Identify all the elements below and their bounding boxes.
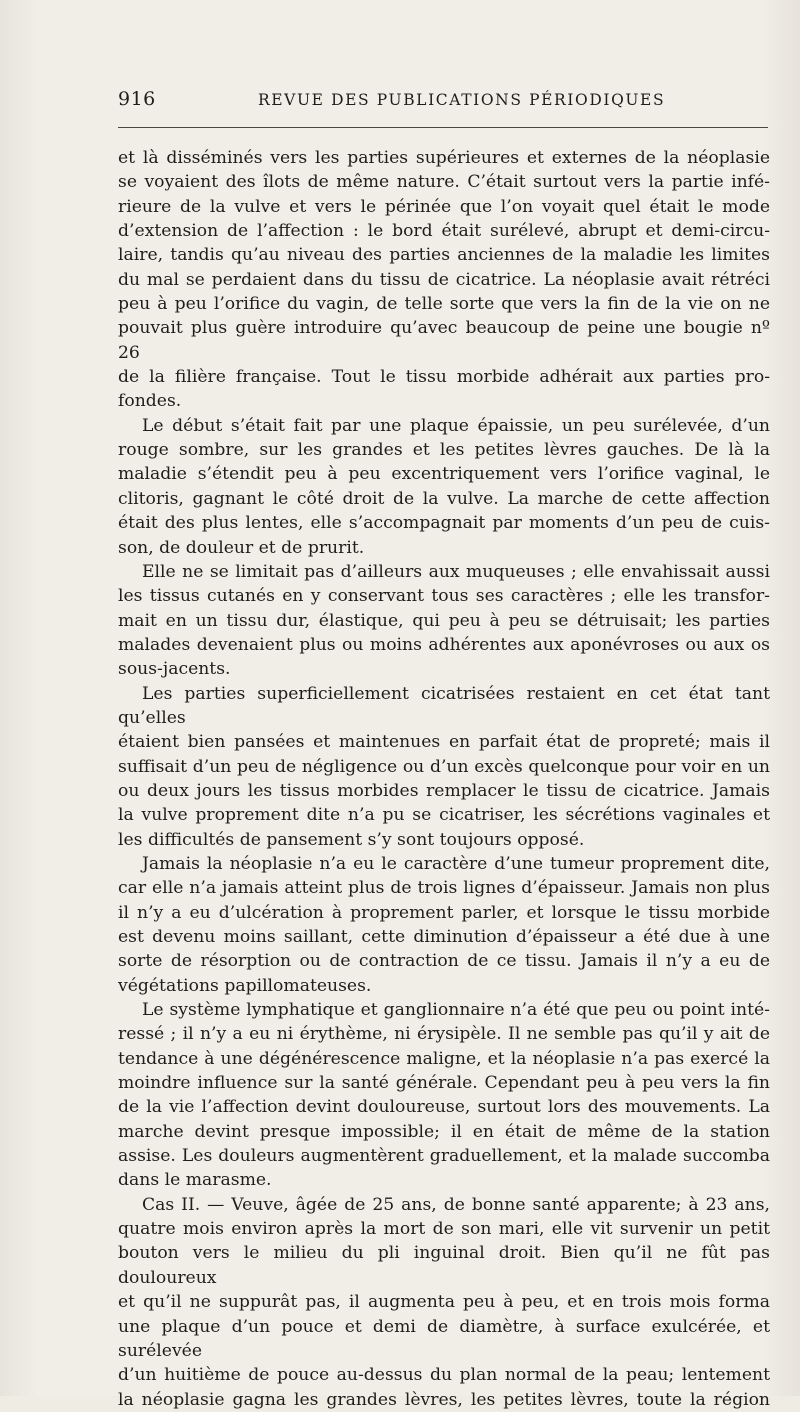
text-line: ou deux jours les tissus morbides remplacer le tissu de cicatrice. Jamais xyxy=(118,780,770,801)
text-line: malades devenaient plus ou moins adhérentes aux aponévroses ou aux os xyxy=(118,634,770,655)
text-line: ressé ; il n’y a eu ni érythème, ni érysipèle. Il ne semble pas qu’il y ait de xyxy=(118,1024,770,1045)
header-rule xyxy=(118,127,768,128)
text-line: quatre mois environ après la mort de son mari, elle vit survenir un petit xyxy=(118,1219,770,1240)
text-line: les tissus cutanés en y conservant tous ses caractères ; elle les transfor- xyxy=(118,586,770,607)
text-line: rieure de la vulve et vers le périnée que l’on voyait quel était le mode xyxy=(118,196,770,217)
text-line: sorte de résorption ou de contraction de ce tissu. Jamais il n’y a eu de xyxy=(118,951,770,972)
text-line: les difficultés de pansement s’y sont toujours opposé. xyxy=(118,829,585,850)
text-line: sous-jacents. xyxy=(118,659,231,680)
text-line: est devenu moins saillant, cette diminution d’épaisseur a été due à une xyxy=(118,927,770,947)
page-header xyxy=(118,88,768,120)
text-line: bouton vers le milieu du pli inguinal droit. Bien qu’il ne fût pas douloureux xyxy=(118,1243,770,1288)
paragraph-first-line: Le système lymphatique et ganglionnaire n’a été que peu ou point inté- xyxy=(142,1000,770,1021)
text-line: et qu’il ne suppurât pas, il augmenta peu à peu, et en trois mois forma xyxy=(118,1292,770,1313)
text-line: assise. Les douleurs augmentèrent graduellement, et la malade succomba xyxy=(118,1146,770,1167)
text-line: marche devint presque impossible; il en était de même de la station xyxy=(118,1121,770,1142)
case-heading-line: Cas II. — Veuve, âgée de 25 ans, de bonne santé apparente; à 23 ans, xyxy=(142,1194,770,1215)
text-line: la vulve proprement dite n’a pu se cicatriser, les sécrétions vaginales et xyxy=(118,805,770,826)
text-line: suffisait d’un peu de négligence ou d’un excès quelconque pour voir en un xyxy=(118,756,770,777)
text-line: d’extension de l’affection : le bord était surélevé, abrupt et demi-circu- xyxy=(118,221,770,242)
text-line: clitoris, gagnant le côté droit de la vulve. La marche de cette affection xyxy=(118,488,770,509)
text-line: pouvait plus guère introduire qu’avec beaucoup de peine une bougie nº 26 xyxy=(118,318,770,363)
text-line: maladie s’étendit peu à peu excentriquement vers l’orifice vaginal, le xyxy=(118,464,770,485)
paragraph-first-line: Jamais la néoplasie n’a eu le caractère d’une tumeur proprement dite, xyxy=(142,853,770,874)
body-text xyxy=(118,146,770,1412)
text-line: la néoplasie gagna les grandes lèvres, les petites lèvres, toute la région xyxy=(118,1389,770,1410)
text-line: de la vie l’affection devint douloureuse, surtout lors des mouvements. La xyxy=(118,1097,770,1118)
text-line: mait en un tissu dur, élastique, qui peu à peu se détruisait; les parties xyxy=(118,610,770,631)
text-line: et là disséminés vers les parties supérieures et externes de la néoplasie xyxy=(118,148,770,168)
text-line: moindre influence sur la santé générale. Cependant peu à peu vers la fin xyxy=(118,1073,770,1094)
paragraph-first-line: Le début s’était fait par une plaque épaissie, un peu surélevée, d’un xyxy=(142,415,770,436)
paragraph-first-line: Elle ne se limitait pas d’ailleurs aux muqueuses ; elle envahissait aussi xyxy=(142,561,770,582)
text-line: de la filière française. Tout le tissu morbide adhérait aux parties pro- xyxy=(118,367,770,388)
page-number: 916 xyxy=(118,88,156,110)
text-line: tendance à une dégénérescence maligne, et la néoplasie n’a pas exercé la xyxy=(118,1048,770,1069)
text-line: végétations papillomateuses. xyxy=(118,975,372,996)
text-line: d’un huitième de pouce au-dessus du plan normal de la peau; lentement xyxy=(118,1365,770,1386)
text-line: il n’y a eu d’ulcération à proprement parler, et lorsque le tissu morbide xyxy=(118,902,770,923)
text-line: étaient bien pansées et maintenues en parfait état de propreté; mais il xyxy=(118,732,770,753)
text-line: dans le marasme. xyxy=(118,1170,272,1191)
running-title: REVUE DES PUBLICATIONS PÉRIODIQUES xyxy=(258,91,666,109)
text-line: laire, tandis qu’au niveau des parties anciennes de la maladie les limites xyxy=(118,245,770,266)
text-line: son, de douleur et de prurit. xyxy=(118,537,365,558)
text-line: une plaque d’un pouce et demi de diamètre, à surface exulcérée, et surélevée xyxy=(118,1316,770,1361)
text-line: du mal se perdaient dans du tissu de cicatrice. La néoplasie avait rétréci xyxy=(118,269,770,290)
text-line: car elle n’a jamais atteint plus de trois lignes d’épaisseur. Jamais non plus xyxy=(118,878,770,899)
text-line: était des plus lentes, elle s’accompagnait par moments d’un peu de cuis- xyxy=(118,513,770,534)
text-line: rouge sombre, sur les grandes et les petites lèvres gauches. De là la xyxy=(118,440,770,461)
paragraph-first-line: Les parties superficiellement cicatrisées restaient en cet état tant qu’elles xyxy=(118,683,770,728)
text-line: fondes. xyxy=(118,391,182,412)
text-line: peu à peu l’orifice du vagin, de telle sorte que vers la fin de la vie on ne xyxy=(118,294,770,315)
text-line: se voyaient des îlots de même nature. C’était surtout vers la partie infé- xyxy=(118,172,770,193)
